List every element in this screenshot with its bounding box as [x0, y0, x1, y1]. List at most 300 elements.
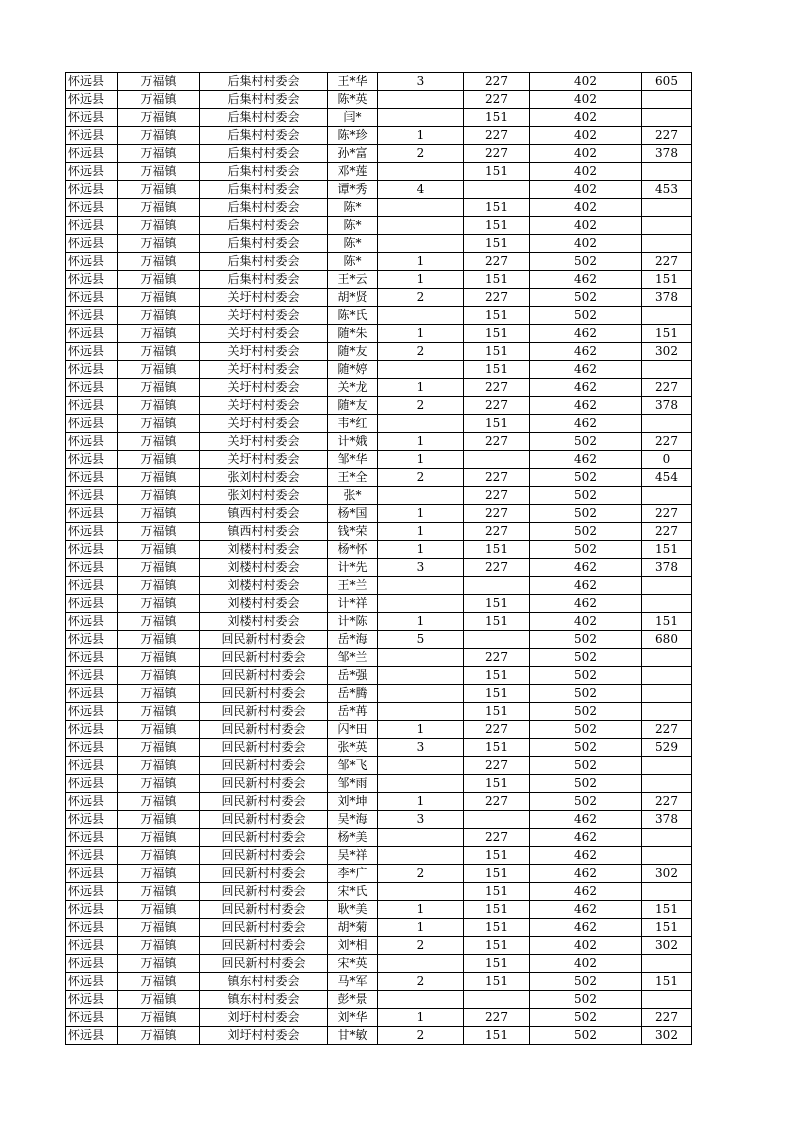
table-row [66, 703, 692, 721]
village-cell: 回民新村村委会 [200, 703, 328, 721]
total-cell: 151 [642, 919, 692, 937]
table-row [66, 1009, 692, 1027]
amount-b-cell: 462 [530, 595, 642, 613]
total-cell [642, 703, 692, 721]
county-cell: 怀远县 [66, 973, 118, 991]
table-row [66, 145, 692, 163]
count-cell [378, 307, 464, 325]
county-cell: 怀远县 [66, 289, 118, 307]
town-cell: 万福镇 [118, 739, 200, 757]
name-cell: 邹*华 [328, 451, 378, 469]
total-cell: 227 [642, 379, 692, 397]
table-row [66, 91, 692, 109]
village-cell: 后集村村委会 [200, 253, 328, 271]
count-cell [378, 163, 464, 181]
county-cell: 怀远县 [66, 721, 118, 739]
village-cell: 后集村村委会 [200, 271, 328, 289]
village-cell: 后集村村委会 [200, 145, 328, 163]
town-cell: 万福镇 [118, 919, 200, 937]
village-cell: 刘楼村村委会 [200, 613, 328, 631]
name-cell: 张* [328, 487, 378, 505]
village-cell: 后集村村委会 [200, 91, 328, 109]
amount-b-cell: 502 [530, 775, 642, 793]
amount-b-cell: 402 [530, 217, 642, 235]
county-cell: 怀远县 [66, 379, 118, 397]
amount-a-cell: 227 [464, 253, 530, 271]
county-cell: 怀远县 [66, 541, 118, 559]
total-cell [642, 91, 692, 109]
amount-a-cell: 151 [464, 343, 530, 361]
county-cell: 怀远县 [66, 253, 118, 271]
village-cell: 后集村村委会 [200, 127, 328, 145]
name-cell: 邹*兰 [328, 649, 378, 667]
town-cell: 万福镇 [118, 631, 200, 649]
amount-a-cell: 151 [464, 217, 530, 235]
count-cell: 1 [378, 1009, 464, 1027]
table-row [66, 469, 692, 487]
amount-a-cell: 151 [464, 613, 530, 631]
name-cell: 王*华 [328, 73, 378, 91]
village-cell: 回民新村村委会 [200, 937, 328, 955]
amount-a-cell [464, 577, 530, 595]
table-row [66, 415, 692, 433]
table-row [66, 739, 692, 757]
table-row [66, 523, 692, 541]
amount-a-cell: 227 [464, 73, 530, 91]
name-cell: 刘*坤 [328, 793, 378, 811]
name-cell: 岳*强 [328, 667, 378, 685]
total-cell: 605 [642, 73, 692, 91]
town-cell: 万福镇 [118, 793, 200, 811]
count-cell: 1 [378, 127, 464, 145]
total-cell: 227 [642, 505, 692, 523]
county-cell: 怀远县 [66, 469, 118, 487]
amount-b-cell: 502 [530, 469, 642, 487]
amount-b-cell: 462 [530, 451, 642, 469]
count-cell: 2 [378, 973, 464, 991]
count-cell: 5 [378, 631, 464, 649]
count-cell: 2 [378, 865, 464, 883]
county-cell: 怀远县 [66, 919, 118, 937]
count-cell: 1 [378, 721, 464, 739]
count-cell: 1 [378, 901, 464, 919]
total-cell [642, 775, 692, 793]
amount-a-cell: 227 [464, 145, 530, 163]
count-cell: 3 [378, 739, 464, 757]
amount-b-cell: 502 [530, 649, 642, 667]
total-cell [642, 307, 692, 325]
town-cell: 万福镇 [118, 991, 200, 1009]
village-cell: 关圩村村委会 [200, 451, 328, 469]
amount-b-cell: 402 [530, 73, 642, 91]
village-cell: 回民新村村委会 [200, 667, 328, 685]
table-row [66, 667, 692, 685]
total-cell [642, 667, 692, 685]
total-cell: 680 [642, 631, 692, 649]
village-cell: 回民新村村委会 [200, 793, 328, 811]
amount-b-cell: 402 [530, 163, 642, 181]
amount-b-cell: 462 [530, 361, 642, 379]
total-cell: 0 [642, 451, 692, 469]
total-cell: 227 [642, 523, 692, 541]
name-cell: 岳*海 [328, 631, 378, 649]
town-cell: 万福镇 [118, 811, 200, 829]
amount-a-cell: 227 [464, 1009, 530, 1027]
name-cell: 刘*华 [328, 1009, 378, 1027]
total-cell [642, 361, 692, 379]
town-cell: 万福镇 [118, 757, 200, 775]
name-cell: 计*先 [328, 559, 378, 577]
village-cell: 回民新村村委会 [200, 865, 328, 883]
town-cell: 万福镇 [118, 343, 200, 361]
count-cell [378, 883, 464, 901]
village-cell: 回民新村村委会 [200, 739, 328, 757]
village-cell: 后集村村委会 [200, 73, 328, 91]
total-cell: 227 [642, 127, 692, 145]
county-cell: 怀远县 [66, 937, 118, 955]
name-cell: 计*祥 [328, 595, 378, 613]
amount-a-cell: 151 [464, 235, 530, 253]
county-cell: 怀远县 [66, 451, 118, 469]
amount-b-cell: 462 [530, 847, 642, 865]
count-cell: 1 [378, 613, 464, 631]
amount-a-cell: 227 [464, 757, 530, 775]
amount-b-cell: 462 [530, 397, 642, 415]
table-row [66, 127, 692, 145]
count-cell: 1 [378, 433, 464, 451]
amount-b-cell: 502 [530, 631, 642, 649]
village-cell: 关圩村村委会 [200, 397, 328, 415]
village-cell: 回民新村村委会 [200, 775, 328, 793]
town-cell: 万福镇 [118, 577, 200, 595]
town-cell: 万福镇 [118, 397, 200, 415]
amount-a-cell: 227 [464, 289, 530, 307]
amount-b-cell: 502 [530, 289, 642, 307]
amount-b-cell: 402 [530, 109, 642, 127]
name-cell: 谭*秀 [328, 181, 378, 199]
village-cell: 关圩村村委会 [200, 361, 328, 379]
count-cell [378, 703, 464, 721]
county-cell: 怀远县 [66, 613, 118, 631]
town-cell: 万福镇 [118, 199, 200, 217]
county-cell: 怀远县 [66, 577, 118, 595]
town-cell: 万福镇 [118, 523, 200, 541]
total-cell: 378 [642, 145, 692, 163]
amount-a-cell: 151 [464, 703, 530, 721]
name-cell: 钱*荣 [328, 523, 378, 541]
county-cell: 怀远县 [66, 415, 118, 433]
amount-b-cell: 502 [530, 1009, 642, 1027]
total-cell: 151 [642, 541, 692, 559]
total-cell: 227 [642, 721, 692, 739]
total-cell [642, 577, 692, 595]
amount-a-cell: 227 [464, 487, 530, 505]
town-cell: 万福镇 [118, 487, 200, 505]
count-cell: 3 [378, 811, 464, 829]
amount-a-cell: 227 [464, 523, 530, 541]
amount-b-cell: 462 [530, 415, 642, 433]
count-cell: 1 [378, 523, 464, 541]
amount-b-cell: 462 [530, 379, 642, 397]
name-cell: 计*娥 [328, 433, 378, 451]
village-cell: 后集村村委会 [200, 235, 328, 253]
county-cell: 怀远县 [66, 775, 118, 793]
name-cell: 李*广 [328, 865, 378, 883]
amount-a-cell: 151 [464, 667, 530, 685]
table-row [66, 847, 692, 865]
village-cell: 镇东村村委会 [200, 973, 328, 991]
total-cell [642, 847, 692, 865]
name-cell: 王*云 [328, 271, 378, 289]
count-cell [378, 847, 464, 865]
table-row [66, 865, 692, 883]
amount-a-cell: 227 [464, 793, 530, 811]
village-cell: 回民新村村委会 [200, 955, 328, 973]
table-row [66, 253, 692, 271]
name-cell: 宋*氏 [328, 883, 378, 901]
amount-a-cell: 227 [464, 91, 530, 109]
name-cell: 随*婷 [328, 361, 378, 379]
town-cell: 万福镇 [118, 847, 200, 865]
amount-a-cell: 151 [464, 415, 530, 433]
amount-a-cell: 227 [464, 379, 530, 397]
total-cell: 302 [642, 343, 692, 361]
town-cell: 万福镇 [118, 1009, 200, 1027]
name-cell: 陈* [328, 217, 378, 235]
table-row [66, 433, 692, 451]
count-cell [378, 649, 464, 667]
total-cell: 378 [642, 559, 692, 577]
name-cell: 陈*氏 [328, 307, 378, 325]
count-cell: 1 [378, 505, 464, 523]
county-cell: 怀远县 [66, 703, 118, 721]
count-cell: 2 [378, 343, 464, 361]
name-cell: 耿*美 [328, 901, 378, 919]
name-cell: 陈* [328, 235, 378, 253]
village-cell: 关圩村村委会 [200, 289, 328, 307]
table-row [66, 289, 692, 307]
town-cell: 万福镇 [118, 937, 200, 955]
county-cell: 怀远县 [66, 343, 118, 361]
count-cell [378, 199, 464, 217]
county-cell: 怀远县 [66, 847, 118, 865]
table-row [66, 541, 692, 559]
amount-a-cell: 151 [464, 847, 530, 865]
amount-b-cell: 502 [530, 487, 642, 505]
name-cell: 邹*飞 [328, 757, 378, 775]
name-cell: 陈*珍 [328, 127, 378, 145]
name-cell: 张*英 [328, 739, 378, 757]
total-cell: 151 [642, 325, 692, 343]
name-cell: 陈* [328, 253, 378, 271]
table-row [66, 181, 692, 199]
amount-b-cell: 402 [530, 145, 642, 163]
town-cell: 万福镇 [118, 307, 200, 325]
amount-a-cell [464, 631, 530, 649]
town-cell: 万福镇 [118, 325, 200, 343]
amount-b-cell: 462 [530, 559, 642, 577]
table-row [66, 649, 692, 667]
total-cell: 302 [642, 865, 692, 883]
name-cell: 陈* [328, 199, 378, 217]
table-row [66, 721, 692, 739]
name-cell: 韦*红 [328, 415, 378, 433]
table-row [66, 811, 692, 829]
county-cell: 怀远县 [66, 829, 118, 847]
table-row [66, 325, 692, 343]
amount-b-cell: 402 [530, 955, 642, 973]
amount-b-cell: 502 [530, 667, 642, 685]
table-row [66, 775, 692, 793]
town-cell: 万福镇 [118, 163, 200, 181]
amount-b-cell: 462 [530, 883, 642, 901]
name-cell: 王*兰 [328, 577, 378, 595]
county-cell: 怀远县 [66, 127, 118, 145]
county-cell: 怀远县 [66, 757, 118, 775]
amount-b-cell: 502 [530, 991, 642, 1009]
village-cell: 回民新村村委会 [200, 829, 328, 847]
town-cell: 万福镇 [118, 865, 200, 883]
village-cell: 回民新村村委会 [200, 919, 328, 937]
amount-b-cell: 402 [530, 937, 642, 955]
count-cell [378, 775, 464, 793]
name-cell: 吴*祥 [328, 847, 378, 865]
name-cell: 马*军 [328, 973, 378, 991]
total-cell [642, 199, 692, 217]
total-cell [642, 955, 692, 973]
count-cell: 2 [378, 937, 464, 955]
amount-b-cell: 502 [530, 1027, 642, 1045]
name-cell: 胡*菊 [328, 919, 378, 937]
name-cell: 陈*英 [328, 91, 378, 109]
total-cell [642, 649, 692, 667]
count-cell: 2 [378, 1027, 464, 1045]
village-cell: 关圩村村委会 [200, 415, 328, 433]
county-cell: 怀远县 [66, 649, 118, 667]
village-cell: 关圩村村委会 [200, 343, 328, 361]
town-cell: 万福镇 [118, 289, 200, 307]
table-row [66, 991, 692, 1009]
name-cell: 杨*国 [328, 505, 378, 523]
town-cell: 万福镇 [118, 1027, 200, 1045]
amount-a-cell: 227 [464, 433, 530, 451]
table-row [66, 217, 692, 235]
count-cell: 2 [378, 145, 464, 163]
total-cell: 453 [642, 181, 692, 199]
amount-a-cell: 151 [464, 739, 530, 757]
county-cell: 怀远县 [66, 433, 118, 451]
county-cell: 怀远县 [66, 1009, 118, 1027]
table-row [66, 505, 692, 523]
village-cell: 回民新村村委会 [200, 685, 328, 703]
name-cell: 杨*怀 [328, 541, 378, 559]
county-cell: 怀远县 [66, 811, 118, 829]
town-cell: 万福镇 [118, 271, 200, 289]
name-cell: 孙*富 [328, 145, 378, 163]
amount-a-cell: 227 [464, 649, 530, 667]
amount-b-cell: 462 [530, 271, 642, 289]
table-row [66, 577, 692, 595]
amount-a-cell [464, 451, 530, 469]
name-cell: 胡*贤 [328, 289, 378, 307]
count-cell [378, 955, 464, 973]
county-cell: 怀远县 [66, 91, 118, 109]
total-cell: 151 [642, 973, 692, 991]
name-cell: 闪*田 [328, 721, 378, 739]
county-cell: 怀远县 [66, 109, 118, 127]
table-body [66, 73, 692, 1045]
table-row [66, 73, 692, 91]
total-cell: 151 [642, 271, 692, 289]
count-cell [378, 757, 464, 775]
count-cell: 1 [378, 271, 464, 289]
count-cell: 2 [378, 397, 464, 415]
total-cell: 227 [642, 1009, 692, 1027]
town-cell: 万福镇 [118, 721, 200, 739]
amount-b-cell: 502 [530, 703, 642, 721]
county-cell: 怀远县 [66, 361, 118, 379]
town-cell: 万福镇 [118, 613, 200, 631]
name-cell: 随*友 [328, 397, 378, 415]
village-cell: 刘楼村村委会 [200, 577, 328, 595]
village-cell: 镇西村村委会 [200, 505, 328, 523]
table-row [66, 757, 692, 775]
count-cell [378, 667, 464, 685]
county-cell: 怀远县 [66, 595, 118, 613]
amount-a-cell: 151 [464, 361, 530, 379]
county-cell: 怀远县 [66, 739, 118, 757]
town-cell: 万福镇 [118, 451, 200, 469]
county-cell: 怀远县 [66, 397, 118, 415]
table-row [66, 487, 692, 505]
amount-a-cell: 151 [464, 199, 530, 217]
county-cell: 怀远县 [66, 793, 118, 811]
total-cell [642, 991, 692, 1009]
amount-a-cell [464, 991, 530, 1009]
village-cell: 回民新村村委会 [200, 631, 328, 649]
town-cell: 万福镇 [118, 361, 200, 379]
total-cell: 227 [642, 793, 692, 811]
name-cell: 王*全 [328, 469, 378, 487]
town-cell: 万福镇 [118, 649, 200, 667]
table-row [66, 613, 692, 631]
town-cell: 万福镇 [118, 73, 200, 91]
amount-b-cell: 502 [530, 253, 642, 271]
town-cell: 万福镇 [118, 973, 200, 991]
table-row [66, 451, 692, 469]
town-cell: 万福镇 [118, 703, 200, 721]
table-row [66, 973, 692, 991]
amount-b-cell: 502 [530, 505, 642, 523]
amount-b-cell: 502 [530, 757, 642, 775]
count-cell: 3 [378, 559, 464, 577]
name-cell: 计*陈 [328, 613, 378, 631]
town-cell: 万福镇 [118, 379, 200, 397]
count-cell: 1 [378, 793, 464, 811]
table-row [66, 109, 692, 127]
name-cell: 吴*海 [328, 811, 378, 829]
village-cell: 关圩村村委会 [200, 325, 328, 343]
table-row [66, 919, 692, 937]
amount-b-cell: 402 [530, 235, 642, 253]
amount-a-cell: 227 [464, 127, 530, 145]
total-cell [642, 415, 692, 433]
total-cell: 378 [642, 811, 692, 829]
village-cell: 回民新村村委会 [200, 901, 328, 919]
amount-b-cell: 462 [530, 811, 642, 829]
county-cell: 怀远县 [66, 667, 118, 685]
county-cell: 怀远县 [66, 73, 118, 91]
